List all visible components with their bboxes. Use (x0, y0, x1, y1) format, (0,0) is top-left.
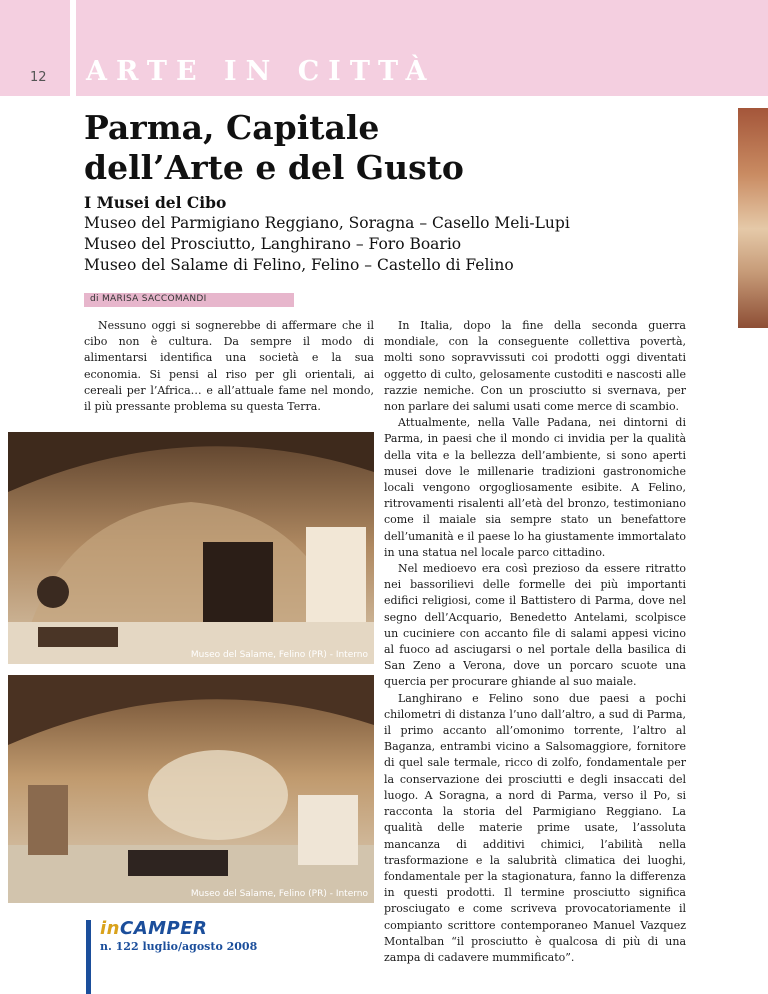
museum-line: Museo del Prosciutto, Langhirano – Foro Boario (84, 235, 462, 253)
section-title: ARTE IN CITTÀ (86, 56, 436, 87)
museum-line: Museo del Salame di Felino, Felino – Castello di Felino (84, 256, 514, 274)
title-line-2: dell’Arte e del Gusto (84, 148, 464, 187)
intro-paragraph: Nessuno oggi si sognerebbe di affermare che il cibo non è cultura. Da sempre il modo di alimentarsi identifica una società e la sua economia. Si pensi al riso per gli orientali, ai cereali per l’Africa… e all’attuale fame nel mondo, il più pressante problema su questa Terra. (84, 319, 374, 414)
page-number: 12 (30, 70, 47, 85)
body-paragraph: Nel medioevo era così prezioso da essere ritratto nei bassorilievi delle formelle dei più importanti edifici religiosi, come il Battistero di Parma, dove nel segno dell’Acquario, Benedetto Antelami, scolpisce un cuciniere con accanto file di salami appesi vicino al fuoco ad asciugarsi o nel portale della basilica di San Zeno a Verona, dove un porcaro scuote una quercia per procurare ghiande al suo maiale. (384, 562, 686, 689)
sub-heading: I Musei del Cibo (84, 193, 227, 212)
body-paragraph: Attualmente, nella Valle Padana, nei dintorni di Parma, in paesi che il mondo ci invidia per la qualità della vita e la bellezza dell’ambiente, si sono aperti musei dove le millenarie tradizioni gastronomiche locali vengono orgogliosamente esibite. A Felino, ritrovamenti risalenti all’età del bronzo, testimoniano come il maiale sia sempre stato un benefattore dell’umanità e il paese lo ha giustamente immortalato in una statua nel locale parco cittadino. (384, 416, 686, 559)
museum-photo-2 (8, 675, 374, 903)
title-line-1: Parma, Capitale (84, 108, 380, 147)
photo-caption: Museo del Salame, Felino (PR) - Interno (190, 889, 368, 899)
photo-caption: Museo del Salame, Felino (PR) - Interno (190, 650, 368, 660)
body-paragraph: In Italia, dopo la fine della seconda guerra mondiale, con la conseguente collettiva povertà, molti sono sopravvissuti coi prodotti oggi diventati oggetto di culto, gelosamente custoditi e nascosti alle razzie nemiche. Con un prosciutto si svernava, per non parlare dei salumi usati come merce di scambio. (384, 319, 686, 414)
vaulted-corridor-illustration (8, 675, 374, 903)
body-paragraph: Langhirano e Felino sono due paesi a pochi chilometri di distanza l’uno dall’altro, a sud di Parma, il primo accanto all’omonimo torrente, l’altro al Baganza, entrambi vicino a Salsomaggiore, fornitore di quel sale termale, ricco di zolfo, fondamentale per la conservazione dei prosciutti e degli insaccati del luogo. A Soragna, a nord di Parma, verso il Po, si racconta la storia del Parmigiano Reggiano. La qualità delle materie prime usate, l’assoluta mancanza di additivi chimici, l’abilità nella trasformazione e la salubrità climatica dei luoghi, fondamentale per la stagionatura, fanno la differenza in questi prodotti. Il termine prosciutto significa prosciugato e come scriveva provocatoriamente il compianto scrittore contemporaneo Manuel Vazquez Montalban “il prosciutto è qualcosa di più di una zampa di cadavere mummificato”. (384, 691, 686, 964)
footer-accent-bar (86, 920, 91, 994)
museum-photo-1 (8, 432, 374, 664)
logo-prefix: in (100, 918, 120, 939)
magazine-logo (100, 918, 207, 939)
article-title (84, 108, 684, 188)
article-subtitle (84, 192, 724, 276)
issue-info: n. 122 luglio/agosto 2008 (100, 940, 258, 953)
vaulted-cellar-illustration (8, 432, 374, 664)
right-column (384, 318, 686, 966)
museum-line: Museo del Parmigiano Reggiano, Soragna – Casello Meli-Lupi (84, 214, 570, 232)
logo-name: CAMPER (119, 918, 208, 939)
left-column (84, 318, 374, 415)
author-byline: di MARISA SACCOMANDI (90, 294, 207, 304)
side-image-strip (738, 108, 768, 328)
